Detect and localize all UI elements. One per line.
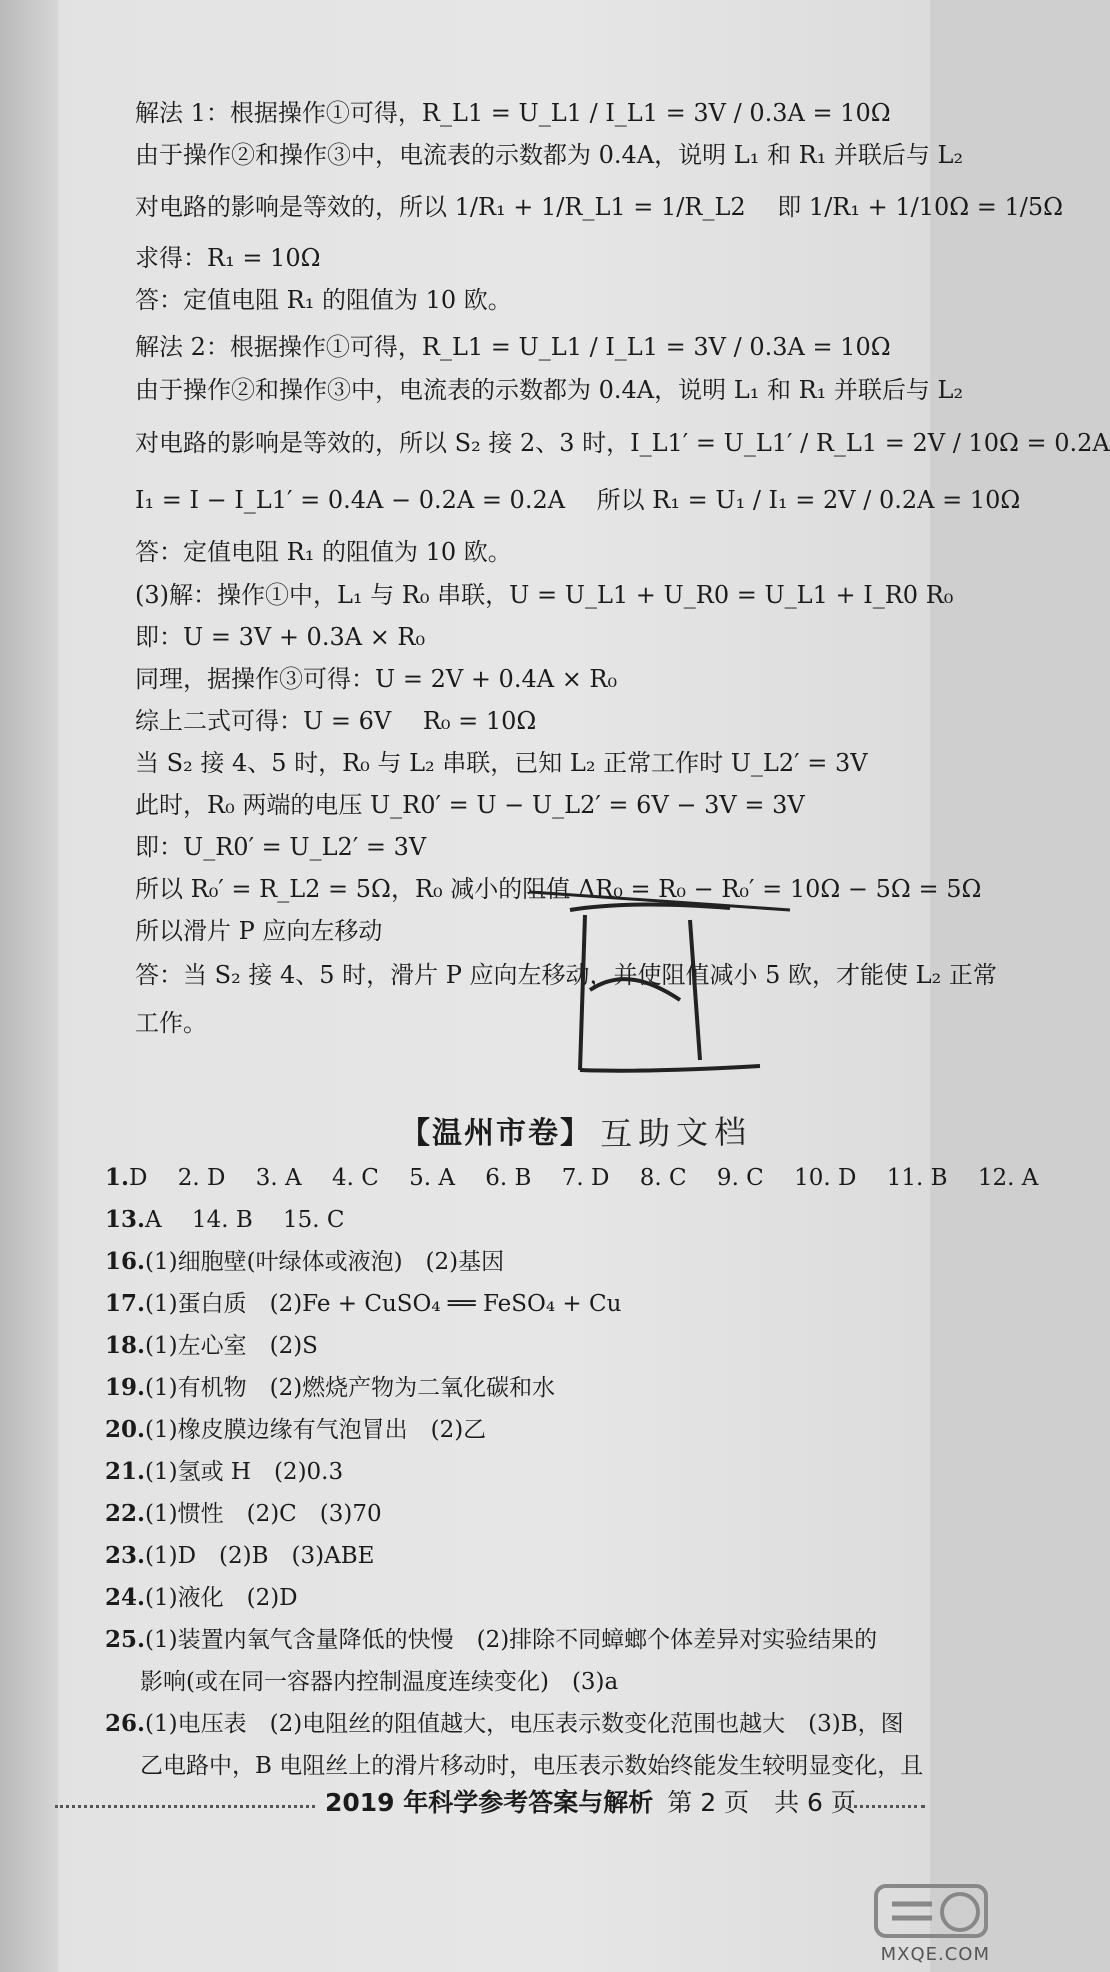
text-line: 求得：R₁ = 10Ω bbox=[135, 244, 321, 272]
answer-line bbox=[105, 1289, 920, 1319]
text-line: 由于操作②和操作③中，电流表的示数都为 0.4A，说明 L₁ 和 R₁ 并联后与 L₂ bbox=[135, 141, 964, 169]
answer-line bbox=[105, 1163, 1039, 1193]
answer-line bbox=[105, 1625, 920, 1655]
answer-text: (1)惯性 (2)C (3)70 bbox=[145, 1501, 382, 1527]
answer-text: (1)蛋白质 (2)Fe + CuSO₄ ══ FeSO₄ + Cu bbox=[145, 1291, 622, 1317]
answer-line bbox=[105, 1457, 920, 1487]
footer-rule-left bbox=[55, 1805, 315, 1808]
footer-rule-right bbox=[835, 1805, 925, 1808]
text-line: 答：当 S₂ 接 4、5 时，滑片 P 应向左移动，并使阻值减小 5 欧，才能使 L₂ 正常 bbox=[135, 961, 997, 989]
answer-line bbox=[105, 1247, 920, 1277]
handwritten-scribble bbox=[530, 880, 800, 1120]
binding-margin bbox=[0, 0, 58, 1972]
answer-text: (1)装置内氧气含量降低的快慢 (2)排除不同蟑螂个体差异对实验结果的 bbox=[145, 1627, 878, 1653]
answer-text: (1)有机物 (2)燃烧产物为二氧化碳和水 bbox=[145, 1375, 556, 1401]
answer-text: A 14. B 15. C bbox=[145, 1207, 345, 1233]
answer-text: D 2. D 3. A 4. C 5. A 6. B 7. D 8. C 9. C 10. D 11. B 12. A bbox=[129, 1165, 1039, 1191]
section-heading: 【温州市卷】 bbox=[400, 1116, 592, 1151]
answer-line bbox=[105, 1499, 920, 1529]
answer-text: (1)D (2)B (3)ABE bbox=[145, 1543, 375, 1569]
answer-number: 17. bbox=[105, 1290, 146, 1317]
answer-text: (1)氢或 H (2)0.3 bbox=[145, 1459, 344, 1485]
answer-number: 19. bbox=[105, 1374, 146, 1401]
text-line: I₁ = I − I_L1′ = 0.4A − 0.2A = 0.2A 所以 R₁ = U₁ / I₁ = 2V / 0.2A = 10Ω bbox=[135, 486, 1021, 514]
answer-line bbox=[140, 1751, 924, 1781]
answer-line bbox=[140, 1667, 920, 1697]
answer-line bbox=[105, 1331, 920, 1361]
answer-number: 1. bbox=[105, 1164, 130, 1191]
answer-number: 21. bbox=[105, 1458, 146, 1485]
answer-line bbox=[105, 1541, 920, 1571]
text-line: 解法 1：根据操作①可得，R_L1 = U_L1 / I_L1 = 3V / 0.3A = 10Ω bbox=[135, 99, 891, 127]
answer-line bbox=[105, 1373, 920, 1403]
stamp-text: 互助文档 bbox=[599, 1112, 753, 1154]
answer-text: (1)左心室 (2)S bbox=[145, 1333, 318, 1359]
answer-number: 26. bbox=[105, 1710, 146, 1737]
text-line: 综上二式可得：U = 6V R₀ = 10Ω bbox=[135, 707, 537, 735]
answer-line bbox=[105, 1583, 920, 1613]
text-line: 即：U_R0′ = U_L2′ = 3V bbox=[135, 833, 427, 861]
answer-number: 25. bbox=[105, 1626, 146, 1653]
footer-title: 2019 年科学参考答案与解析 bbox=[325, 1788, 654, 1817]
answer-line bbox=[105, 1709, 920, 1739]
answer-text: (1)液化 (2)D bbox=[145, 1585, 298, 1611]
answer-number: 18. bbox=[105, 1332, 146, 1359]
text-line: 工作。 bbox=[135, 1009, 207, 1037]
text-line: 对电路的影响是等效的，所以 1/R₁ + 1/R_L1 = 1/R_L2 即 1/R₁ + 1/10Ω = 1/5Ω bbox=[135, 193, 1064, 221]
text-line: 由于操作②和操作③中，电流表的示数都为 0.4A，说明 L₁ 和 R₁ 并联后与 L₂ bbox=[135, 376, 964, 404]
answer-number: 22. bbox=[105, 1500, 146, 1527]
answer-number: 20. bbox=[105, 1416, 146, 1443]
answer-text: (1)细胞壁(叶绿体或液泡) (2)基因 bbox=[145, 1249, 505, 1275]
answer-line bbox=[105, 1205, 920, 1235]
text-line: 所以 R₀′ = R_L2 = 5Ω，R₀ 减小的阻值 ΔR₀ = R₀ − R₀′ = 10Ω − 5Ω = 5Ω bbox=[135, 875, 982, 903]
text-line: (3)解：操作①中，L₁ 与 R₀ 串联，U = U_L1 + U_R0 = U_L1 + I_R0 R₀ bbox=[135, 581, 954, 609]
answer-text: 影响(或在同一容器内控制温度连续变化) (3)a bbox=[140, 1669, 619, 1695]
answer-text: 乙电路中，B 电阻丝上的滑片移动时，电压表示数始终能发生较明显变化，且 bbox=[140, 1753, 924, 1779]
answer-number: 16. bbox=[105, 1248, 146, 1275]
answer-number: 13. bbox=[105, 1206, 146, 1233]
text-line: 答：定值电阻 R₁ 的阻值为 10 欧。 bbox=[135, 538, 512, 566]
answer-number: 24. bbox=[105, 1584, 146, 1611]
text-line: 当 S₂ 接 4、5 时，R₀ 与 L₂ 串联，已知 L₂ 正常工作时 U_L2′ = 3V bbox=[135, 749, 868, 777]
page-number: 第 2 页 共 6 页 bbox=[667, 1788, 856, 1817]
watermark-url: MXQE.COM bbox=[880, 1944, 990, 1965]
text-line: 即：U = 3V + 0.3A × R₀ bbox=[135, 623, 426, 651]
text-line: 同理，据操作③可得：U = 2V + 0.4A × R₀ bbox=[135, 665, 618, 693]
answer-line bbox=[105, 1415, 920, 1445]
answer-number: 23. bbox=[105, 1542, 146, 1569]
answer-text: (1)电压表 (2)电阻丝的阻值越大，电压表示数变化范围也越大 (3)B，图 bbox=[145, 1711, 904, 1737]
text-line: 解法 2：根据操作①可得，R_L1 = U_L1 / I_L1 = 3V / 0.3A = 10Ω bbox=[135, 333, 891, 361]
text-line: 答：定值电阻 R₁ 的阻值为 10 欧。 bbox=[135, 286, 512, 314]
text-line: 所以滑片 P 应向左移动 bbox=[135, 917, 383, 945]
text-line: 对电路的影响是等效的，所以 S₂ 接 2、3 时，I_L1′ = U_L1′ / R_L1 = 2V / 10Ω = 0.2A bbox=[135, 429, 1110, 457]
text-line: 此时，R₀ 两端的电压 U_R0′ = U − U_L2′ = 6V − 3V = 3V bbox=[135, 791, 805, 819]
page-footer bbox=[325, 1783, 856, 1819]
answer-text: (1)橡皮膜边缘有气泡冒出 (2)乙 bbox=[145, 1417, 487, 1443]
